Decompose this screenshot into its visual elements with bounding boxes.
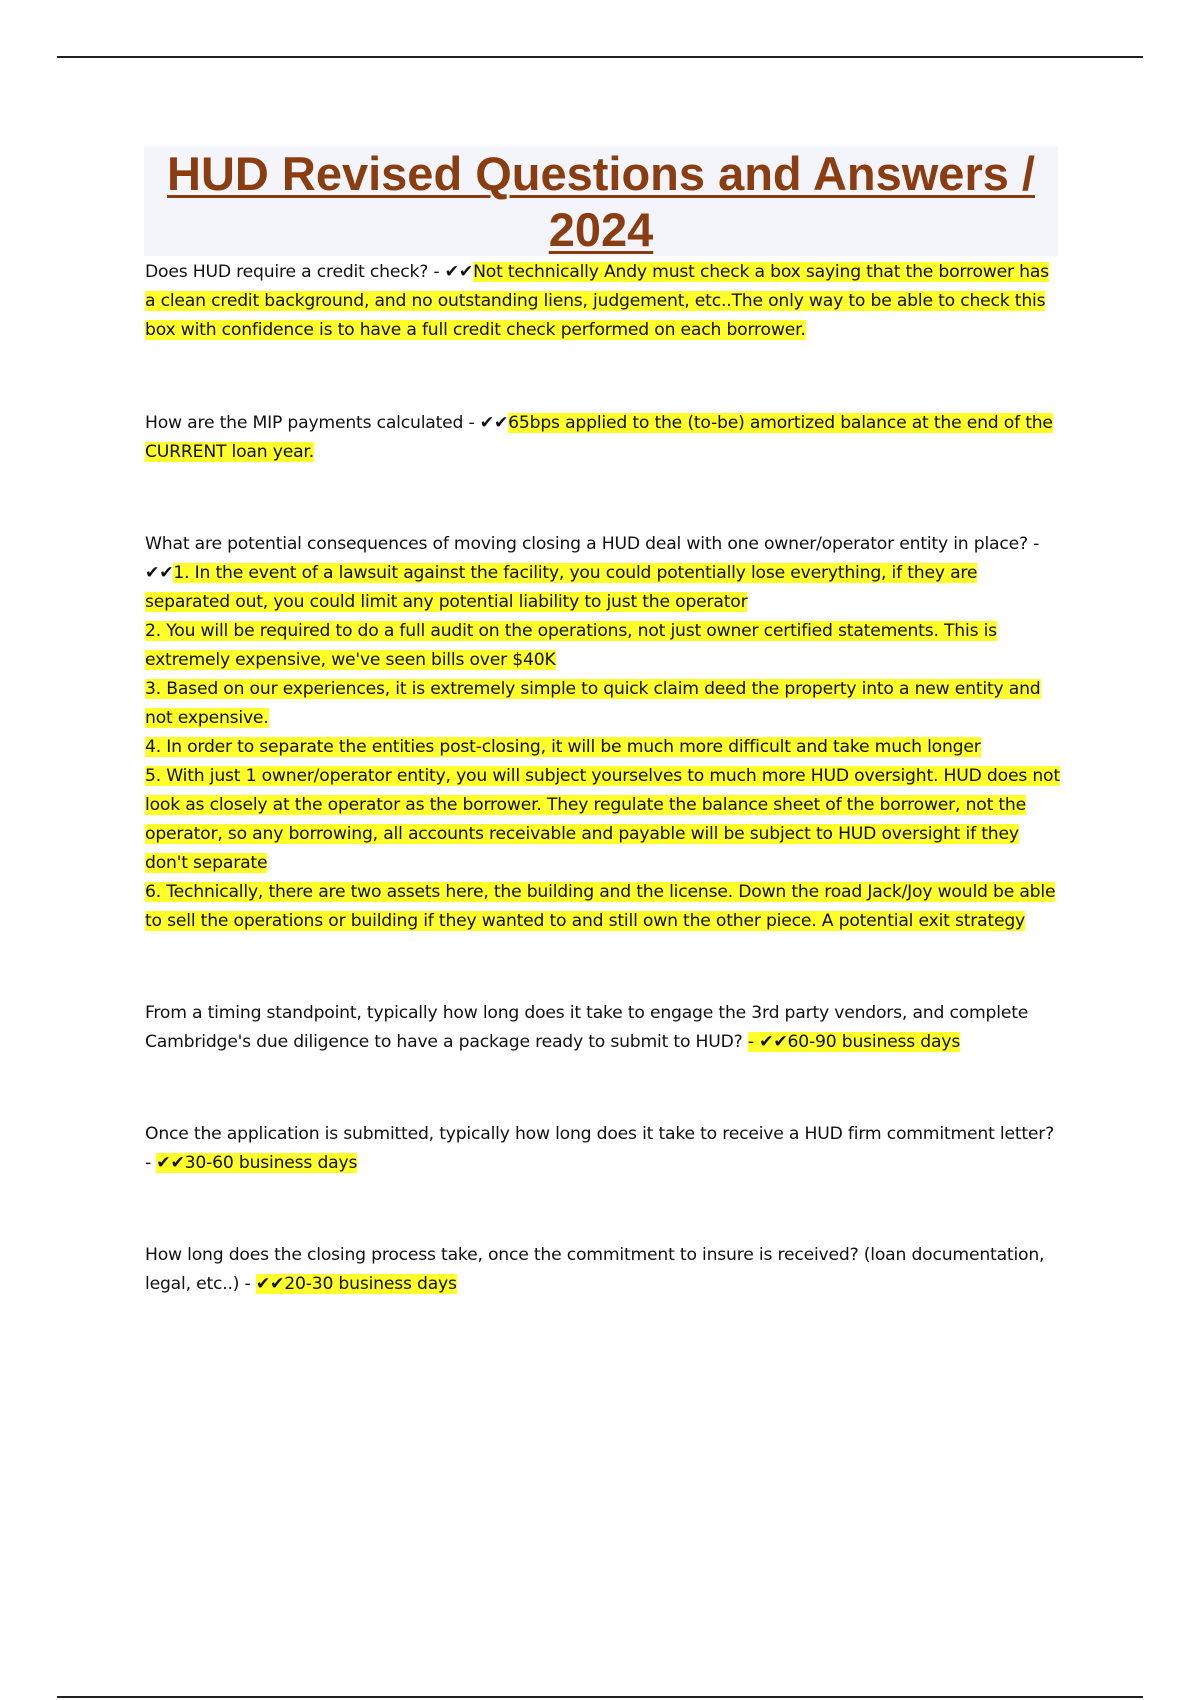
answer-text: 3. Based on our experiences, it is extremely simple to quick claim deed the property into a new entity and not expensive. (145, 679, 1041, 728)
qa-paragraph (145, 999, 1060, 1057)
qa-item-mip-payments (145, 409, 1060, 467)
answer-list-item (145, 762, 1060, 878)
qa-item-vendor-timing (145, 999, 1060, 1057)
answer-text: ✔✔30-60 business days (156, 1153, 358, 1173)
qa-paragraph (145, 258, 1060, 345)
question-text: How are the MIP payments calculated - ✔✔ (145, 413, 509, 433)
answer-text: 65bps applied to the (to-be) amortized balance at the end of the CURRENT loan year. (145, 413, 1053, 462)
qa-paragraph (145, 1241, 1060, 1299)
answer-text: 6. Technically, there are two assets here, the building and the license. Down the road Jack/Joy would be able to sell the operations or building if they wanted to and still own the other piece. A potential exit strategy (145, 882, 1056, 931)
answer-text: 5. With just 1 owner/operator entity, you will subject yourselves to much more HUD oversight. HUD does not look as closely at the operator as the borrower. They regulate the balance sheet of the borrower, not the operator, so any borrowing, all accounts receivable and payable will be subject to HUD oversight if they don't separate (145, 766, 1060, 873)
answer-text: - ✔✔60-90 business days (747, 1032, 961, 1052)
qa-list (145, 258, 1060, 1299)
answer-text: 2. You will be required to do a full audit on the operations, not just owner certified statements. This is extremely expensive, we've seen bills over $40K (145, 621, 997, 670)
answer-text: Not technically Andy must check a box saying that the borrower has a clean credit background, and no outstanding liens, judgement, etc..The only way to be able to check this box with confidence is to have a full credit check performed on each borrower. (145, 262, 1049, 340)
top-rule (57, 56, 1143, 58)
question-text: How long does the closing process take, once the commitment to insure is received? (loan documentation, legal, etc..) - (145, 1245, 1045, 1294)
qa-item-commitment-timing (145, 1120, 1060, 1178)
answer-list-item (145, 733, 1060, 762)
qa-paragraph (145, 409, 1060, 467)
answer-text: ✔✔20-30 business days (255, 1274, 457, 1294)
question-text: From a timing standpoint, typically how long does it take to engage the 3rd party vendors, and complete Cambridge's due diligence to have a package ready to submit to HUD? (145, 1003, 1029, 1052)
question-text: Once the application is submitted, typically how long does it take to receive a HUD firm commitment letter? - (145, 1124, 1055, 1173)
qa-item-closing-timing (145, 1241, 1060, 1299)
answer-text: 1. In the event of a lawsuit against the facility, you could potentially lose everything, if they are separated out, you could limit any potential liability to just the operator (145, 563, 978, 612)
qa-item-owner-operator-consequences (145, 530, 1060, 936)
qa-paragraph (145, 1120, 1060, 1178)
answer-list-item (145, 675, 1060, 733)
qa-paragraph (145, 530, 1060, 617)
qa-item-credit-check (145, 258, 1060, 345)
answer-text: 4. In order to separate the entities post-closing, it will be much more difficult and take much longer (145, 737, 981, 757)
answer-list-item (145, 617, 1060, 675)
bottom-rule (57, 1696, 1143, 1698)
page-title-text: HUD Revised Questions and Answers / 2024 (167, 147, 1035, 256)
answer-list-item (145, 878, 1060, 936)
question-text: Does HUD require a credit check? - ✔✔ (145, 262, 474, 282)
question-text: What are potential consequences of moving closing a HUD deal with one owner/operator entity in place? - ✔✔ (145, 534, 1040, 583)
page-title (144, 146, 1058, 258)
